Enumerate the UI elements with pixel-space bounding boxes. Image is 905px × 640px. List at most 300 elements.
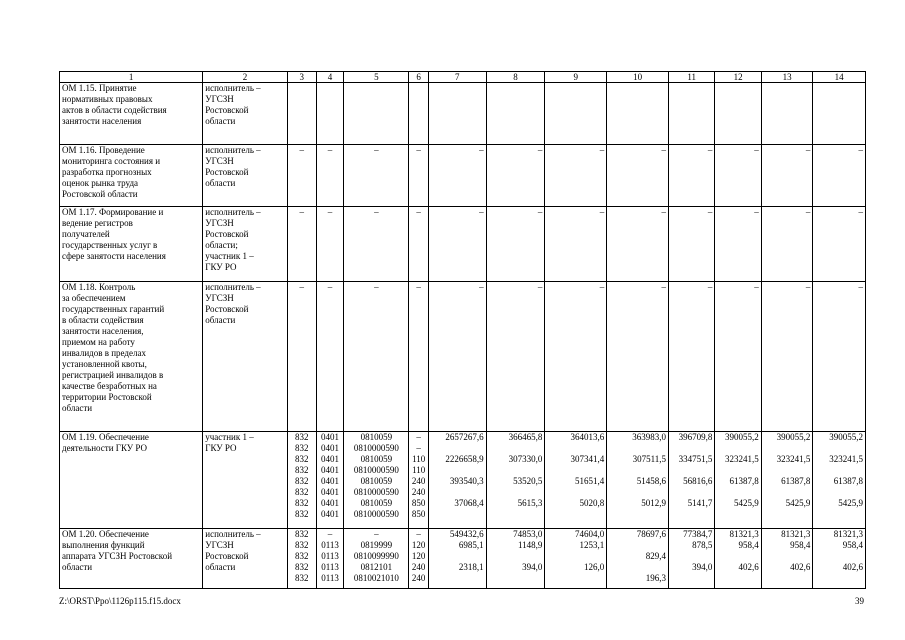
table-cell — [761, 207, 813, 282]
cell-line: исполнитель – — [205, 145, 261, 155]
cell-line: 0810000590 — [353, 443, 399, 453]
cell-line: 0113 — [321, 573, 339, 583]
cell-line: 958,4 — [842, 540, 863, 550]
cell-line: 0401 — [321, 476, 340, 486]
table-cell — [669, 282, 715, 432]
cell-line: УГСЗН — [205, 156, 234, 166]
cell-line: области; — [205, 240, 238, 250]
cell-line — [431, 551, 484, 562]
cell-line: 0401 — [321, 454, 340, 464]
cell-line: 5615,3 — [517, 498, 543, 508]
cell-line: 0401 — [321, 509, 340, 519]
cell-line: 56816,6 — [683, 476, 713, 486]
cell-line: области — [62, 562, 93, 572]
table-cell — [203, 207, 288, 282]
cell-line: 0810059 — [360, 498, 393, 508]
cell-line: – — [299, 282, 304, 292]
table-cell — [409, 432, 429, 529]
cell-line: ОМ 1.15. Принятие — [62, 83, 137, 93]
table-body — [60, 72, 866, 589]
table-cell — [316, 282, 344, 432]
cell-line: – — [537, 282, 543, 292]
cell-line: – — [416, 207, 421, 217]
cell-line: нормативных правовых — [62, 94, 153, 104]
cell-line: УГСЗН — [205, 218, 234, 228]
cell-line: 0810000590 — [353, 465, 399, 475]
table-cell — [607, 207, 669, 282]
table-cell — [545, 529, 607, 589]
cell-line: ОМ 1.16. Проведение — [62, 145, 145, 155]
cell-line: 832 — [294, 454, 309, 464]
cell-line: 0113 — [321, 540, 339, 550]
table-cell — [409, 83, 429, 145]
cell-line: – — [416, 529, 421, 539]
cell-line: – — [416, 432, 421, 442]
cell-line: ОМ 1.19. Обеспечение — [62, 432, 149, 442]
file-path: Z:\ORST\Ppo\1126p115.f15.docx — [59, 596, 181, 606]
cell-line: УГСЗН — [205, 94, 234, 104]
cell-line — [489, 487, 543, 498]
cell-line: – — [479, 207, 484, 217]
cell-line: – — [327, 282, 333, 292]
cell-line: – — [327, 207, 333, 217]
cell-line: – — [858, 145, 863, 155]
cell-line: 6985,1 — [458, 540, 484, 550]
cell-line — [717, 465, 758, 476]
table-cell — [316, 83, 344, 145]
table-cell — [715, 282, 761, 432]
table-cell — [428, 207, 486, 282]
table-cell — [545, 282, 607, 432]
table-cell — [344, 83, 409, 145]
table-cell — [203, 83, 288, 145]
table-cell — [607, 282, 669, 432]
cell-line: регистрацией инвалидов в — [62, 370, 164, 380]
cell-line: – — [599, 282, 605, 292]
table-cell — [669, 432, 715, 529]
cell-line — [431, 465, 484, 476]
cell-line: 5012,9 — [641, 498, 667, 508]
cell-line: 850 — [411, 509, 426, 519]
cell-line — [764, 465, 811, 476]
cell-line: 832 — [294, 551, 309, 561]
table-row — [60, 145, 866, 207]
cell-line: 240 — [411, 476, 426, 486]
cell-line — [671, 573, 712, 584]
cell-line: 81321,3 — [833, 529, 863, 539]
cell-line: Ростовской — [205, 304, 249, 314]
table-cell — [715, 432, 761, 529]
cell-line: 363983,0 — [632, 432, 667, 442]
data-table — [59, 71, 866, 589]
cell-line: – — [416, 145, 421, 155]
cell-line: 240 — [411, 573, 426, 583]
cell-line — [717, 573, 758, 584]
cell-line: 0810059 — [360, 476, 393, 486]
cell-line: аппарата УГСЗН Ростовской — [62, 551, 173, 561]
cell-line: 120 — [411, 551, 426, 561]
table-cell — [715, 207, 761, 282]
header-cell-11: 11 — [669, 72, 715, 83]
cell-line: в области содействия — [62, 315, 144, 325]
cell-line: 37068,4 — [454, 498, 484, 508]
table-cell — [60, 83, 203, 145]
cell-line — [717, 443, 758, 454]
cell-line: – — [754, 207, 759, 217]
cell-line: 958,4 — [790, 540, 811, 550]
cell-line: установленной квоты, — [62, 359, 147, 369]
cell-line — [717, 487, 758, 498]
table-row — [60, 432, 866, 529]
cell-line — [764, 509, 811, 520]
table-cell — [545, 432, 607, 529]
cell-line: 958,4 — [738, 540, 759, 550]
table-cell — [203, 529, 288, 589]
table-cell — [60, 282, 203, 432]
table-cell — [813, 145, 866, 207]
cell-line: 2226658,9 — [445, 454, 484, 464]
cell-line: ГКУ РО — [205, 262, 237, 272]
cell-line: области — [205, 178, 236, 188]
table-cell — [813, 282, 866, 432]
header-row — [60, 72, 866, 83]
table-row — [60, 282, 866, 432]
cell-line — [671, 551, 712, 562]
cell-line: 2318,1 — [458, 562, 484, 572]
table-cell — [761, 83, 813, 145]
table-cell — [669, 529, 715, 589]
cell-line: 307341,4 — [570, 454, 605, 464]
cell-line: ОМ 1.18. Контроль — [62, 282, 136, 292]
cell-line: УГСЗН — [205, 540, 234, 550]
table-cell — [316, 432, 344, 529]
cell-line — [609, 509, 666, 520]
cell-line: – — [327, 145, 333, 155]
cell-line — [764, 551, 811, 562]
cell-line: 0810059 — [360, 454, 393, 464]
cell-line: 61387,8 — [781, 476, 811, 486]
header-cell-8: 8 — [486, 72, 545, 83]
cell-line: 0810059 — [360, 432, 393, 442]
cell-line: за обеспечением — [62, 293, 126, 303]
cell-line: 0810000590 — [353, 509, 399, 519]
cell-line: 832 — [294, 498, 309, 508]
cell-line: – — [416, 282, 421, 292]
header-cell-9: 9 — [545, 72, 607, 83]
cell-line: – — [707, 145, 713, 155]
cell-line: 0401 — [321, 465, 340, 475]
table-cell — [545, 207, 607, 282]
cell-line: 53520,5 — [513, 476, 543, 486]
cell-line: – — [299, 145, 304, 155]
table-cell — [316, 207, 344, 282]
cell-line — [547, 509, 604, 520]
table-cell — [409, 282, 429, 432]
table-cell — [545, 145, 607, 207]
cell-line — [609, 465, 666, 476]
cell-line — [431, 443, 484, 454]
cell-line: 0401 — [321, 443, 340, 453]
cell-line: 390055,2 — [829, 432, 863, 442]
cell-line — [547, 487, 604, 498]
cell-line: ОМ 1.20. Обеспечение — [62, 529, 149, 539]
cell-line: – — [805, 282, 811, 292]
cell-line: сфере занятости населения — [62, 251, 166, 261]
cell-line: 366465,8 — [508, 432, 543, 442]
cell-line: 402,6 — [738, 562, 759, 572]
cell-line: – — [374, 282, 379, 292]
cell-line: – — [661, 207, 667, 217]
table-cell — [60, 145, 203, 207]
table-cell — [287, 145, 316, 207]
cell-line — [671, 465, 712, 476]
cell-line — [609, 443, 666, 454]
table-cell — [761, 145, 813, 207]
table-cell — [409, 207, 429, 282]
cell-line: 1253,1 — [579, 540, 605, 550]
cell-line: 0812101 — [360, 562, 393, 572]
table-cell — [60, 207, 203, 282]
cell-line: – — [707, 282, 713, 292]
cell-line — [815, 465, 863, 476]
table-cell — [761, 432, 813, 529]
table-cell — [344, 207, 409, 282]
table-cell — [607, 145, 669, 207]
table-cell — [761, 282, 813, 432]
cell-line — [489, 465, 543, 476]
header-cell-3: 3 — [287, 72, 316, 83]
table-cell — [287, 83, 316, 145]
cell-line — [815, 443, 863, 454]
cell-line: – — [754, 282, 759, 292]
cell-line: 61387,8 — [833, 476, 863, 486]
cell-line: ОМ 1.17. Формирование и — [62, 207, 164, 217]
table-cell — [60, 432, 203, 529]
cell-line: 832 — [294, 465, 309, 475]
cell-line: области — [205, 315, 236, 325]
cell-line — [431, 487, 484, 498]
table-cell — [428, 282, 486, 432]
cell-line: 549432,6 — [449, 529, 484, 539]
cell-line: ведение регистров — [62, 218, 133, 228]
cell-line: 832 — [294, 529, 309, 539]
header-cell-10: 10 — [607, 72, 669, 83]
cell-line — [671, 443, 712, 454]
table-cell — [486, 282, 545, 432]
cell-line: 832 — [294, 573, 309, 583]
cell-line: 396709,8 — [678, 432, 713, 442]
cell-line: 74604,0 — [574, 529, 605, 539]
cell-line: 832 — [294, 562, 309, 572]
cell-line: 110 — [412, 454, 426, 464]
table-cell — [428, 432, 486, 529]
table-cell — [607, 432, 669, 529]
cell-line — [547, 573, 604, 584]
cell-line — [609, 540, 666, 551]
cell-line: 0401 — [321, 498, 340, 508]
header-cell-1: 1 — [60, 72, 203, 83]
cell-line: 5425,9 — [734, 498, 759, 508]
cell-line: 0113 — [321, 551, 339, 561]
table-cell — [761, 529, 813, 589]
cell-line: 51458,6 — [636, 476, 667, 486]
table-cell — [316, 145, 344, 207]
cell-line: области — [205, 562, 236, 572]
cell-line: 240 — [411, 487, 426, 497]
cell-line: – — [416, 443, 421, 453]
table-cell — [486, 83, 545, 145]
cell-line: 0810000590 — [353, 487, 399, 497]
cell-line: выполнения функций — [62, 540, 145, 550]
header-cell-7: 7 — [428, 72, 486, 83]
cell-line: получателей — [62, 229, 110, 239]
cell-line: 2657267,6 — [445, 432, 484, 442]
cell-line: – — [661, 145, 667, 155]
cell-line: 402,6 — [842, 562, 863, 572]
table-cell — [287, 529, 316, 589]
cell-line: области — [62, 403, 93, 413]
table-cell — [60, 529, 203, 589]
cell-line: территории Ростовской — [62, 392, 152, 402]
cell-line: – — [754, 145, 759, 155]
cell-line: – — [374, 145, 379, 155]
cell-line: – — [707, 207, 713, 217]
table-cell — [486, 145, 545, 207]
table-cell — [287, 432, 316, 529]
cell-line: ГКУ РО — [205, 443, 237, 453]
cell-line: актов в области содействия — [62, 105, 167, 115]
cell-line — [547, 465, 604, 476]
cell-line — [717, 509, 758, 520]
cell-line: занятости населения — [62, 116, 142, 126]
cell-line: 5020,8 — [579, 498, 605, 508]
table-cell — [669, 207, 715, 282]
cell-line: – — [805, 145, 811, 155]
cell-line: 0810021010 — [353, 573, 399, 583]
cell-line: 394,0 — [692, 562, 713, 572]
cell-line: – — [479, 145, 484, 155]
cell-line — [815, 551, 863, 562]
cell-line — [547, 443, 604, 454]
header-cell-4: 4 — [316, 72, 344, 83]
cell-line: 334751,5 — [678, 454, 713, 464]
cell-line — [815, 509, 863, 520]
cell-line: 81321,3 — [729, 529, 759, 539]
table-cell — [545, 83, 607, 145]
table-cell — [316, 529, 344, 589]
cell-line: 240 — [411, 562, 426, 572]
table-cell — [715, 529, 761, 589]
cell-line — [671, 487, 712, 498]
cell-line — [764, 487, 811, 498]
cell-line: мониторинга состояния и — [62, 156, 161, 166]
cell-line — [717, 551, 758, 562]
cell-line: 832 — [294, 443, 309, 453]
cell-line: качестве безработных на — [62, 381, 157, 391]
cell-line: – — [537, 145, 543, 155]
cell-line: разработка прогнозных — [62, 167, 152, 177]
table-cell — [344, 529, 409, 589]
cell-line: 0819999 — [360, 540, 393, 550]
cell-line: 1148,9 — [517, 540, 543, 550]
cell-line: занятости населения, — [62, 326, 144, 336]
header-cell-2: 2 — [203, 72, 288, 83]
cell-line — [609, 487, 666, 498]
cell-line — [547, 551, 604, 562]
table-cell — [669, 145, 715, 207]
cell-line: государственных гарантий — [62, 304, 165, 314]
cell-line: 832 — [294, 432, 309, 442]
table-cell — [813, 529, 866, 589]
cell-line: 51651,4 — [574, 476, 605, 486]
cell-line: Ростовской области — [62, 189, 138, 199]
cell-line: Ростовской — [205, 551, 249, 561]
header-cell-14: 14 — [813, 72, 866, 83]
cell-line: 402,6 — [790, 562, 811, 572]
table-row — [60, 83, 866, 145]
table-cell — [813, 207, 866, 282]
cell-line: 390055,2 — [776, 432, 811, 442]
cell-line: 5425,9 — [785, 498, 811, 508]
cell-line — [431, 573, 484, 584]
cell-line: Ростовской — [205, 229, 249, 239]
cell-line: 323241,5 — [829, 454, 863, 464]
cell-line — [609, 562, 666, 573]
cell-line: области — [205, 116, 236, 126]
table-cell — [607, 529, 669, 589]
cell-line — [815, 487, 863, 498]
cell-line: 5141,7 — [687, 498, 713, 508]
table-cell — [344, 145, 409, 207]
cell-line: 390055,2 — [725, 432, 759, 442]
cell-line — [489, 509, 543, 520]
cell-line: инвалидов в пределах — [62, 348, 146, 358]
table-cell — [607, 83, 669, 145]
cell-line: 878,5 — [692, 540, 713, 550]
cell-line: – — [479, 282, 484, 292]
cell-line — [489, 443, 543, 454]
cell-line: 126,0 — [583, 562, 605, 572]
cell-line: УГСЗН — [205, 293, 234, 303]
cell-line — [764, 573, 811, 584]
cell-line: 832 — [294, 487, 309, 497]
cell-line: исполнитель – — [205, 529, 261, 539]
cell-line — [489, 551, 543, 562]
cell-line: 61387,8 — [729, 476, 759, 486]
table-cell — [813, 83, 866, 145]
cell-line: приемом на работу — [62, 337, 135, 347]
table-row — [60, 529, 866, 589]
cell-line: 307330,0 — [508, 454, 543, 464]
table-row — [60, 207, 866, 282]
cell-line: участник 1 – — [205, 251, 254, 261]
cell-line — [671, 509, 712, 520]
cell-line: 74853,0 — [513, 529, 543, 539]
table-cell — [409, 145, 429, 207]
cell-line — [815, 573, 863, 584]
cell-line: – — [327, 529, 333, 539]
cell-line: 78697,6 — [636, 529, 667, 539]
table-cell — [344, 432, 409, 529]
cell-line: Ростовской — [205, 105, 249, 115]
cell-line: 323241,5 — [725, 454, 759, 464]
cell-line: 120 — [411, 540, 426, 550]
cell-line: – — [858, 282, 863, 292]
header-cell-5: 5 — [344, 72, 409, 83]
table-cell — [287, 207, 316, 282]
header-cell-12: 12 — [715, 72, 761, 83]
cell-line: 323241,5 — [776, 454, 811, 464]
